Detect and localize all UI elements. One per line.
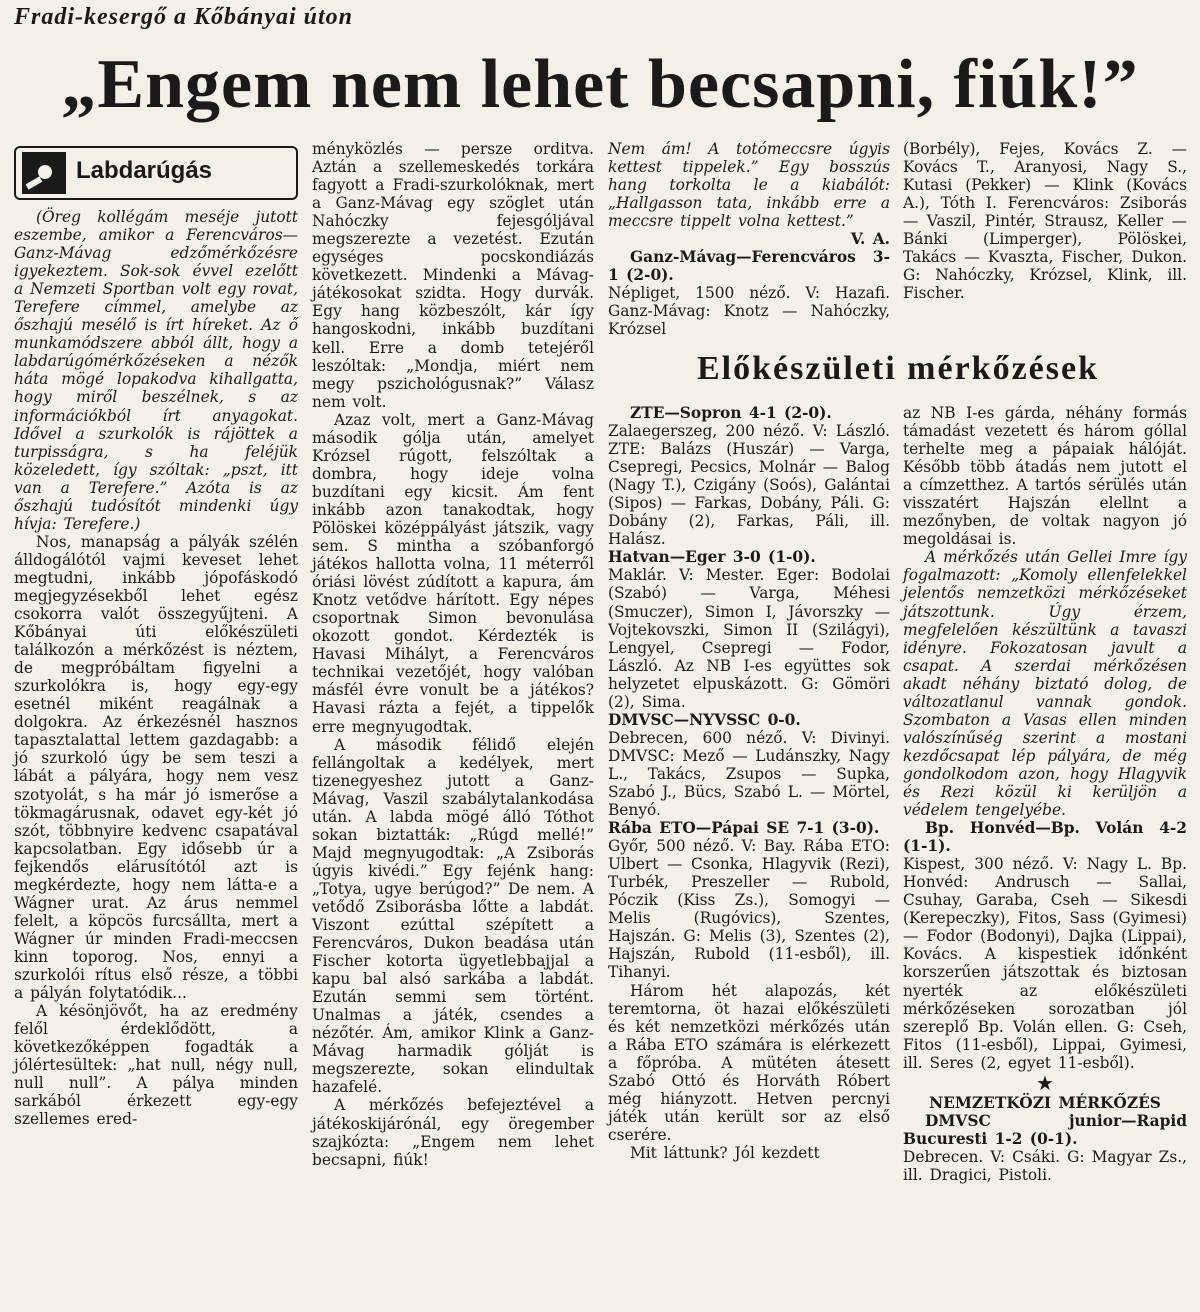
article-paragraph: A mérkőzés után Gellei Imre így fogalmazott: „Komoly ellenfelekkel jelentős nemzetközi mérkőzéseket játszottunk. Úgy érzem, megfelelően készültünk a tavaszi idényre. Fokozatosan javult a csapat. A szerdai mérkőzésen akadt néhány biztató dolog, de változatlanul vannak gondok. Szombaton a Vasas ellen minden valószínűség szerint a mostani kezdőcsapat lép pályára, de még gondolkodom azon, hogy Hlagyvik és Rezi közül ki kerüljön a védelem tengelyébe. (903, 548, 1187, 820)
article-column-4 (903, 140, 1187, 302)
article-column-3 (608, 140, 890, 339)
intl-title: NEMZETKÖZI MÉRKŐZÉS (929, 1093, 1161, 1112)
match-body: Győr, 500 néző. V: Bay. Rába ETO: Ulbert — Csonka, Hlagyvik (Rezi), Turbék, Preszeller — Rubold, Póczik (Kiss Zs.), Somogyi — Melis (Rugóvics), Szentes, Hajszán. G: Melis (3), Szentes (2), Hajszán, Rubold (11-esből), ill. Tihanyi. (608, 837, 890, 982)
article-intro: (Öreg kollégám meséje jutott eszembe, amikor a Ferencváros—Ganz-Mávag edzőmérkőzésre igyekeztem. Sok-sok évvel ezelőtt a Nemzeti Sportban volt egy rovat, Terefere címmel, amelybe az őszhajú mesélő is írt híreket. Az ő munkamódszere abból állt, hogy a labdarúgómérkőzéseken a nézők háta mögé lopakodva kihallgatta, hogy miről beszélnek, s az információkból írt anyagokat. Idővel a szurkolók is rájöttek a turpisságra, s ha feléjük közeledett, így szóltak: „pszt, itt van a Terefere.” Azóta is az őszhajú tudósítót mindenki úgy hívja: Terefere.) (14, 208, 298, 533)
article-paragraph: ményközlés — persze orditva. Aztán a szellemeskedés torkára fagyott a Fradi-szurkolóknak, mert a Ganz-Mávag egy szöglet után Nahóczky fejesgóljával megszerezte a vezetést. Ezután egységes pocskondiázás következett. Mindenki a Mávag-játékosokat szidta. Hogy durvák. Egy hang közbeszólt, kár így hangoskodni, inkább buzdítani kell. Erre a domb tetejéről leszóltak: „Mondja, miért nem megy pszichológusnak?” Válasz nem volt. (312, 140, 594, 411)
article-column-2 (312, 140, 594, 1169)
article-paragraph: A késönjövőt, ha az eredmény felől érdeklődött, a következőképpen fogadták a jólértesültek: „hat null, négy null, null null”. A pálya minden sarkából érkezett egy-egy szellemes ered- (14, 1002, 298, 1129)
article-paragraph: Mit láttunk? Jól kezdett (630, 1143, 820, 1162)
match-title: Hatvan—Eger 3-0 (1-0). (608, 548, 816, 567)
football-player-icon (22, 152, 66, 194)
article-paragraph: A második félidő elején fellángoltak a kedélyek, mert tizenegyeshez jutott a Ganz-Mávag, Vaszil szabálytalankodása után. A labda mögé álló Tóthot sokan biztatták: „Rúgd mellé!” Majd megnyugodtak: „A Zsiborás úgyis kivédi.” Egy fejénk hang: „Totya, ugye berúgod?” De nem. A vetődő Zsiborásba lőtte a labdát. Viszont ezúttal szépített a Ferencváros, Dukon beadása után Fischer kotorta ügyetlebbajjal a kapu bal alsó sarkába a labdát. Ezután semmi sem történt. Unalmas a játék, csendes a nézőtér. Ám, amikor Klink a Ganz-Mávag harmadik gólját is megszerezte, sokan elindultak hazafelé. (312, 735, 594, 1097)
section-column-1 (608, 404, 890, 1162)
article-paragraph: Azaz volt, mert a Ganz-Mávag második gólja után, amelyet Krózsel rúgott, felszóltak a dombra, hogy ideje volna buzdítani egy kicsit. Ám fent inkább azon tanakodtak, hogy Pölöskei középpályást játszik, vagy sem. S mintha a szóbanforgó játékos hallotta volna, 11 méterről óriási lövést zúdított a kapura, ám Knotz vetődve hárított. Egy népes csoportnak Simon bevonulása okozott gondot. Kérdezték is Havasi Mihályt, a Ferencváros technikai vezetőjét, hogy valóban másfél évre vonult be a játékos? Havasi rázta a fejét, a tippelők erre megnyugodtak. (312, 410, 594, 736)
section-title: Előkészületi mérkőzések (697, 350, 1099, 387)
article-paragraph: Nem ám! A totómeccsre úgyis kettest tippelek.” Egy bosszús hang torkolta le a kiabálót: „Hallgasson tata, inkább erre a meccsre tippelt volna kettest.” (608, 140, 890, 231)
match-body: Maklár. V: Mester. Eger: Bodolai (Szabó) — Varga, Méhesi (Smuczer), Simon I, Jávorszky — Vojtekovszki, Simon II (Szilágyi), Lengyel, Csepregi — Fodor, László. Az NB I-es együttes sok helyzetet elpuskázott. G: Gömöri (2), Sima. (608, 566, 890, 711)
author-signature: V. A. (850, 230, 890, 249)
rubric-label: Labdarúgás (76, 157, 213, 184)
match-title: DMVSC—NYVSSC 0-0. (608, 710, 801, 729)
result-body: Népliget, 1500 néző. V: Hazafi. Ganz-Mávag: Knotz — Nahóczky, Krózsel (608, 284, 890, 339)
intl-match: DMVSC junior—Rapid Bucuresti 1-2 (0-1). (903, 1111, 1187, 1148)
article-paragraph: Három hét alapozás, két teremtorna, öt hazai előkészületi és két nemzetközi mérkőzés után a Rába ETO számára is elérkezett a főpróba. A mütéten átesett Szabó Ottó és Horváth Róbert még hiányzott. Hetven percnyi játék után került sor az első cserére. (608, 981, 890, 1144)
rubric-box (14, 146, 298, 200)
section-column-2 (903, 404, 1187, 1184)
article-paragraph: A mérkőzés befejeztével a játékoskijárónál, egy öregember szajkózta: „Engem nem lehet becsapni, fiúk! (312, 1096, 594, 1169)
article-paragraph: (Borbély), Fejes, Kovács Z. — Kovács T., Aranyosi, Nagy S., Kutasi (Pekker) — Klink (Kovács A.), Tóth I. Ferencváros: Zsiborás — Vaszil, Pintér, Strausz, Keller — Bánki (Limperger), Pölöskei, Takács — Kvaszta, Fischer, Dukon. G: Nahóczky, Krózsel, Klink, ill. Fischer. (903, 140, 1187, 303)
article-paragraph: az NB I-es gárda, néhány formás támadást vezetett és három góllal terhelte meg a pápaiak hálóját. Később több átadás nem jutott el a címzetthez. A tartós sérülés után visszatért Hajszán elellnt a mezőnyben, de voltak nagyon jó megoldásai is. (903, 404, 1187, 549)
intl-body: Debrecen. V: Csáki. G: Magyar Zs., ill. Dragici, Pistoli. (903, 1147, 1187, 1184)
match-title: Rába ETO—Pápai SE 7-1 (3-0). (608, 819, 880, 838)
star-separator: ★ (1036, 1070, 1054, 1095)
match-title: Bp. Honvéd—Bp. Volán 4-2 (1-1). (903, 819, 1187, 856)
kicker: Fradi-kesergő a Kőbányai úton (14, 4, 354, 30)
match-body: Kispest, 300 néző. V: Nagy L. Bp. Honvéd: Andrusch — Sallai, Csuhay, Garaba, Cseh — Sikesdi (Kerepeczky), Fitos, Sass (Gyimesi) — Fodor (Bodonyi), Dajka (Lippai), Kovács. A kispestiek időnként korszerűen játszottak és biztosan nyerték az előkészületi mérkőzéseken sorozatban jól szereplő Bp. Volán ellen. G: Cseh, Fitos (11-esből), Lippai, Gyimesi, ill. Seres (2, egyet 11-esből). (903, 855, 1187, 1072)
result-title: Ganz-Mávag—Ferencváros 3-1 (2-0). (608, 248, 890, 285)
article-column-1 (14, 208, 298, 1128)
match-title: ZTE—Sopron 4-1 (2-0). (630, 404, 832, 422)
match-body: Debrecen, 600 néző. V: Divinyi. DMVSC: Mező — Ludánszky, Nagy L., Takács, Zsupos — Supka, Szabó J., Bücs, Szabó L. — Mörtel, Benyó. (608, 728, 890, 820)
match-body: Zalaegerszeg, 200 néző. V: László. ZTE: Balázs (Huszár) — Varga, Csepregi, Pecsics, Molnár — Balog (Nagy T.), Czigány (Soós), Galántai (Sipos) — Farkas, Dobány, Páli. G: Dobány (2), Farkas, Páli, ill. Halász. (608, 422, 890, 549)
article-paragraph: Nos, manapság a pályák szélén álldogálótól vajmi keveset lehet megtudni, inkább jópofáskodó megjegyzésekből lehet egész csokorra valót összegyűjteni. A Kőbányai úti előkészületi találkozón a mérkőzést is néztem, de megpróbáltam figyelni a szurkolókra is, hogy egy-egy esetnél miként reagálnak a dolgokra. Az érkezésnél hasznos tapasztalattal lettem gazdagabb: a jó szurkoló úgy be sem teszi a lábát a pályára, hogy nem vesz szotyolát, s ha már jó ismerőse a tökmagárusnak, odavet egy-két jó szót, többnyire kedvenc csapatával kapcsolatban. Egy idősebb úr a fejkendős elárusítótól azt is megkérdezte, hogy nem látta-e a Wágner urat. Az árus nemmel felelt, a köpcös furcsállta, mert a Wágner úr minden Fradi-meccsen kinn toporog. Nos, ennyi a szurkolói rítus első része, a többi a pályán folytatódik... (14, 532, 298, 1003)
headline: „Engem nem lehet becsapni, fiúk!” (61, 46, 1139, 123)
